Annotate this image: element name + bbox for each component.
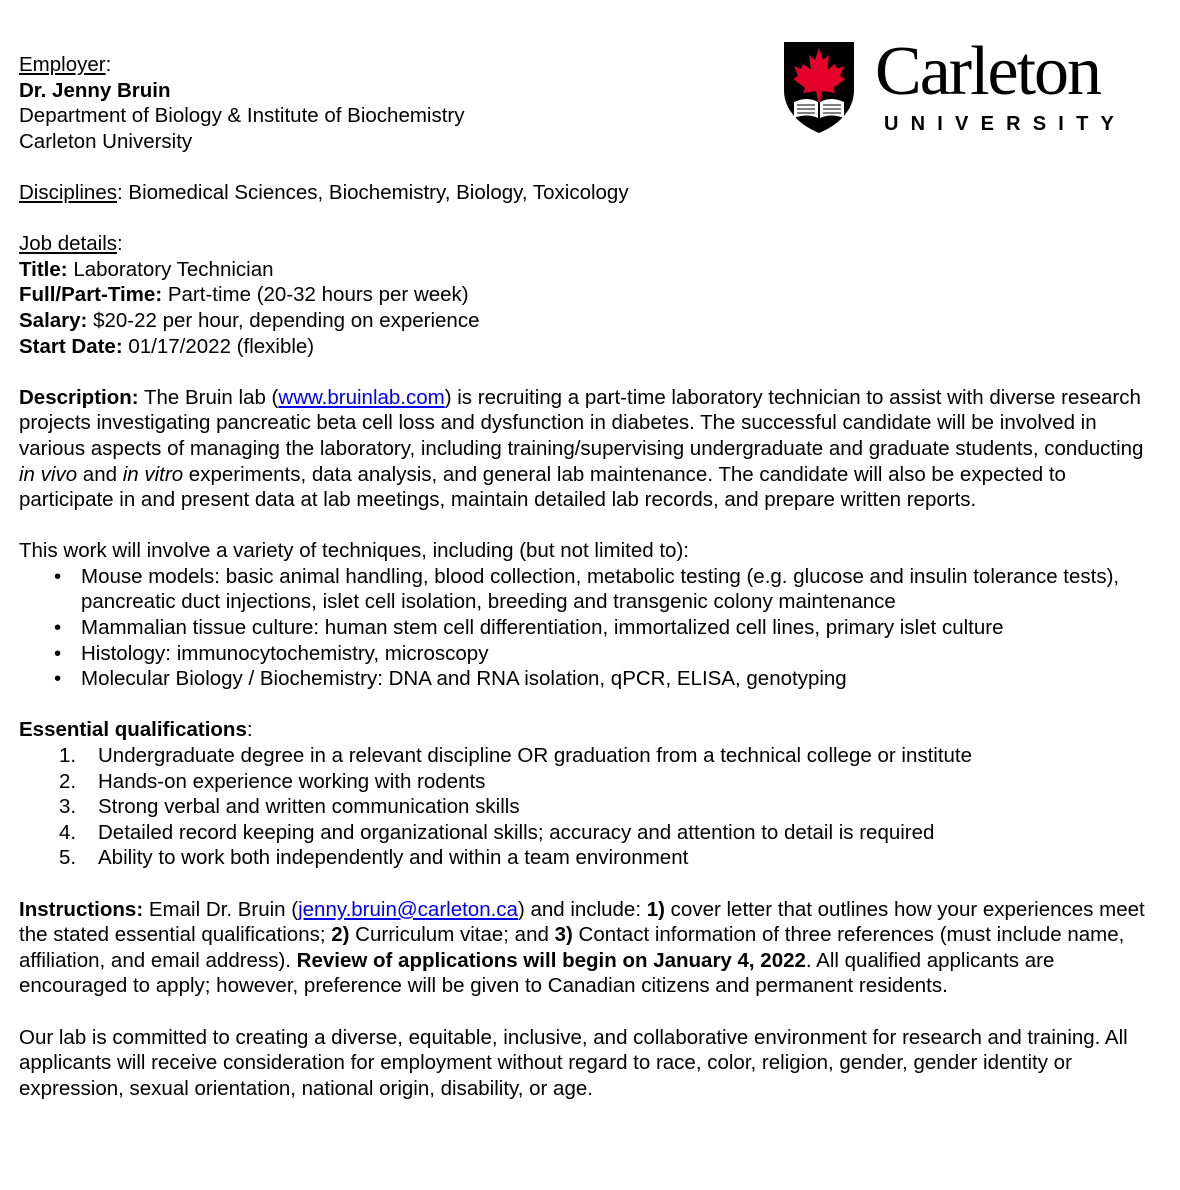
- logo-wordmark: Carleton: [875, 33, 1101, 110]
- logo-subtitle: UNIVERSITY: [884, 113, 1127, 135]
- instructions-paragraph: Instructions: Email Dr. Bruin (jenny.bruin@carleton.ca) and include: 1) cover letter that outlines how your experiences meet the stated essential qualifications; 2) Curriculum vitae; and 3) Contact information of three references (must include name, affiliation, and email address). Review of applications will begin on January 4, 2022. All qualified applicants are encouraged to apply; however, preference will be given to Canadian citizens and permanent residents.: [19, 897, 1145, 998]
- list-item: 5. Ability to work both independently and within a team environment: [59, 846, 689, 870]
- job-posting: [19, 52, 1154, 1101]
- list-item: • Molecular Biology / Biochemistry: DNA and RNA isolation, qPCR, ELISA, genotyping: [54, 667, 847, 691]
- bruinlab-link[interactable]: www.bruinlab.com: [278, 385, 445, 409]
- qualifications-list: [19, 743, 1154, 871]
- list-item: • Histology: immunocytochemistry, microscopy: [54, 641, 489, 665]
- job-details-heading: Job details:: [19, 232, 123, 256]
- techniques-intro: This work will involve a variety of techniques, including (but not limited to):: [19, 539, 689, 563]
- job-title: Title: Laboratory Technician: [19, 257, 274, 281]
- list-item: 3. Strong verbal and written communication skills: [59, 795, 520, 819]
- diversity-statement: Our lab is committed to creating a diverse, equitable, inclusive, and collaborative environment for research and training. All applicants will receive consideration for employment without regard to race, color, religion, gender, gender identity or expression, sexual orientation, national origin, disability, or age.: [19, 1025, 1128, 1100]
- job-time: Full/Part-Time: Part-time (20-32 hours per week): [19, 283, 469, 307]
- job-salary: Salary: $20-22 per hour, depending on experience: [19, 308, 480, 332]
- employer-heading: Employer:: [19, 53, 112, 76]
- email-link[interactable]: jenny.bruin@carleton.ca: [298, 897, 518, 921]
- techniques-list: [19, 564, 1154, 692]
- disciplines: Disciplines: Biomedical Sciences, Biochemistry, Biology, Toxicology: [19, 180, 629, 204]
- list-item: 4. Detailed record keeping and organizational skills; accuracy and attention to detail is required: [59, 820, 935, 844]
- employer-university: Carleton University: [19, 129, 193, 153]
- list-item: 2. Hands-on experience working with rodents: [59, 769, 486, 793]
- employer-name: Dr. Jenny Bruin: [19, 78, 171, 102]
- job-start-date: Start Date: 01/17/2022 (flexible): [19, 334, 315, 358]
- employer-department: Department of Biology & Institute of Biochemistry: [19, 104, 465, 128]
- qualifications-heading: Essential qualifications:: [19, 718, 253, 742]
- list-item: • Mouse models: basic animal handling, blood collection, metabolic testing (e.g. glucose and insulin tolerance tests), pancreatic duct injections, islet cell isolation, breeding and transgenic colony maintenance: [54, 564, 1120, 614]
- list-item: • Mammalian tissue culture: human stem cell differentiation, immortalized cell lines, primary islet culture: [54, 616, 1004, 640]
- description-paragraph: Description: The Bruin lab (www.bruinlab.com) is recruiting a part-time laboratory technician to assist with diverse research projects investigating pancreatic beta cell loss and dysfunction in diabetes. The successful candidate will be involved in various aspects of managing the laboratory, including training/supervising undergraduate and graduate students, conducting in vivo and in vitro experiments, data analysis, and general lab maintenance. The candidate will also be expected to participate in and present data at lab meetings, maintain detailed lab records, and prepare written reports.: [19, 385, 1144, 512]
- list-item: 1. Undergraduate degree in a relevant discipline OR graduation from a technical college or institute: [59, 744, 973, 768]
